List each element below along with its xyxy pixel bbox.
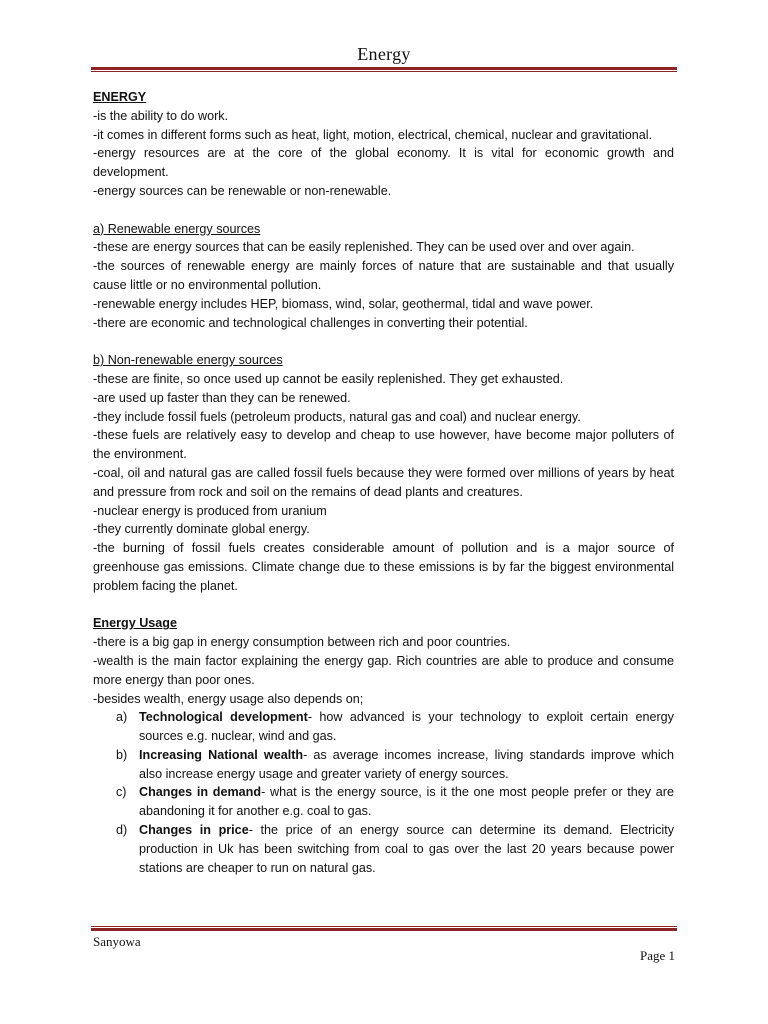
renewable-line: -the sources of renewable energy are mainly forces of nature that are sustainable and that usually cause little or no environmental pollution.	[93, 259, 674, 292]
list-marker: b)	[116, 747, 128, 762]
list-marker: a)	[116, 710, 128, 725]
nonrenewable-line: -are used up faster than they can be renewed.	[93, 390, 351, 405]
footer-author: Sanyowa	[93, 934, 141, 949]
factor-term: Changes in demand	[139, 785, 262, 800]
factor-term: Technological development	[139, 710, 308, 725]
document-body	[93, 88, 674, 877]
list-item	[93, 783, 674, 821]
footer-rule	[91, 926, 677, 931]
factor-text: - what is the energy source, is it the one most people prefer or they are abandoning it for another e.g. coal to gas.	[139, 785, 674, 819]
list-item	[93, 708, 674, 746]
energy-line: -is the ability to do work.	[93, 108, 229, 123]
usage-line: -besides wealth, energy usage also depends on;	[93, 691, 364, 706]
usage-line: -wealth is the main factor explaining the energy gap. Rich countries are able to produce and consume more energy than poor ones.	[93, 653, 674, 687]
page-title: Energy	[357, 44, 411, 64]
energy-line: -it comes in different forms such as heat, light, motion, electrical, chemical, nuclear and gravitational.	[93, 127, 653, 142]
nonrenewable-line: -these are finite, so once used up cannot be easily replenished. They get exhausted.	[93, 371, 564, 386]
renewable-line: -there are economic and technological challenges in converting their potential.	[93, 315, 528, 330]
list-item	[93, 821, 674, 877]
factor-term: Changes in price	[139, 823, 249, 838]
nonrenewable-line: -they include fossil fuels (petroleum products, natural gas and coal) and nuclear energy.	[93, 409, 581, 424]
nonrenewable-line: -these fuels are relatively easy to develop and cheap to use however, have become major polluters of the environment.	[93, 428, 674, 462]
usage-factors-list	[93, 708, 674, 877]
header-rule	[91, 67, 677, 72]
nonrenewable-line: -coal, oil and natural gas are called fossil fuels because they were formed over millions of years by heat and pressure from rock and soil on the remains of dead plants and creatures.	[93, 465, 674, 499]
factor-term: Increasing National wealth	[139, 747, 304, 762]
nonrenewable-line: -nuclear energy is produced from uranium	[93, 503, 327, 518]
list-marker: c)	[116, 785, 127, 800]
renewable-line: -these are energy sources that can be easily replenished. They can be used over and over again.	[93, 240, 635, 255]
list-item	[93, 746, 674, 784]
factor-text: - how advanced is your technology to exploit certain energy sources e.g. nuclear, wind and gas.	[139, 710, 674, 744]
nonrenewable-line: -the burning of fossil fuels creates considerable amount of pollution and is a major source of greenhouse gas emissions. Climate change due to these emissions is by far the biggest environmental problem facing the planet.	[93, 541, 674, 593]
usage-heading: Energy Usage	[93, 616, 177, 631]
page-number: Page 1	[639, 948, 675, 963]
list-marker: d)	[116, 823, 128, 838]
nonrenewable-line: -they currently dominate global energy.	[93, 522, 310, 537]
nonrenewable-heading: b) Non-renewable energy sources	[93, 353, 283, 368]
factor-text: - the price of an energy source can determine its demand. Electricity production in Uk has been switching from coal to gas over the last 20 years because power stations are cheaper to run on natural gas.	[139, 823, 674, 875]
energy-line: -energy resources are at the core of the global economy. It is vital for economic growth and development.	[93, 146, 674, 180]
energy-line: -energy sources can be renewable or non-renewable.	[93, 183, 392, 198]
usage-line: -there is a big gap in energy consumption between rich and poor countries.	[93, 635, 511, 650]
renewable-line: -renewable energy includes HEP, biomass, wind, solar, geothermal, tidal and wave power.	[93, 296, 594, 311]
factor-text: - as average incomes increase, living standards improve which also increase energy usage and greater variety of energy sources.	[139, 747, 674, 781]
energy-heading: ENERGY	[93, 90, 147, 104]
renewable-heading: a) Renewable energy sources	[93, 221, 261, 236]
